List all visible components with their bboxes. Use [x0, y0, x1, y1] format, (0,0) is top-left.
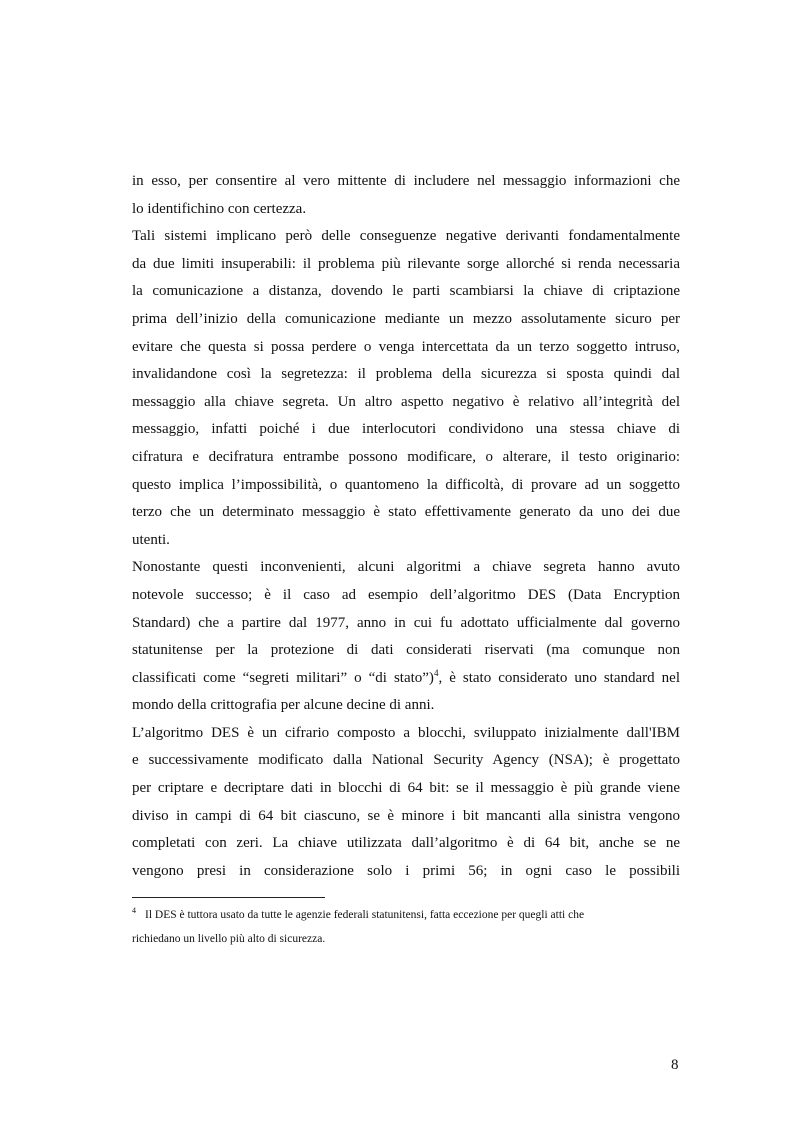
- paragraph-line: evitare che questa si possa perdere o venga intercettata da un terzo soggetto intruso,: [132, 338, 680, 355]
- paragraph-line: invalidandone così la segretezza: il problema della sicurezza si sposta quindi dal: [132, 366, 680, 383]
- paragraph-line: Tali sistemi implicano però delle conseguenze negative derivanti fondamentalmente: [132, 228, 680, 245]
- paragraph-line: utenti.: [132, 531, 170, 548]
- paragraph-line: lo identifichino con certezza.: [132, 200, 307, 217]
- body-text: [132, 168, 680, 885]
- paragraph-line: statunitense per la protezione di dati considerati riservati (ma comunque non: [132, 642, 680, 659]
- footnote-reference: 4: [433, 667, 439, 678]
- footnote-separator: [132, 897, 325, 898]
- paragraph-line: classificati come “segreti militari” o “di stato”)$^4$, è stato considerato uno standard nel: [132, 667, 680, 686]
- paragraph-line: messaggio alla chiave segreta. Un altro aspetto negativo è relativo all’integrità del: [132, 393, 680, 410]
- paragraph-line: Standard) che a partire dal 1977, anno in cui fu adottato ufficialmente dal governo: [132, 614, 680, 631]
- paragraph-line: prima dell’inizio della comunicazione mediante un mezzo assolutamente sicuro per: [132, 310, 680, 327]
- paragraph-line: per criptare e decriptare dati in blocchi di 64 bit: se il messaggio è più grande viene: [132, 780, 680, 797]
- paragraph-line: e successivamente modificato dalla National Security Agency (NSA); è progettato: [132, 752, 680, 769]
- footnote-marker: 4: [132, 906, 136, 915]
- paragraph-line: cifratura e decifratura entrambe possono modificare, o alterare, il testo originario:: [132, 448, 680, 465]
- paragraph-line: diviso in campi di 64 bit ciascuno, se è minore i bit mancanti alla sinistra vengono: [132, 807, 680, 824]
- paragraph-line: mondo della crittografia per alcune decine di anni.: [132, 697, 435, 714]
- paragraph-line: terzo che un determinato messaggio è stato effettivamente generato da uno dei due: [132, 504, 680, 521]
- paragraph-line: messaggio, infatti poiché i due interlocutori condividono una stessa chiave di: [132, 421, 680, 438]
- paragraph-line: da due limiti insuperabili: il problema più rilevante sorge allorché si renda necessaria: [132, 255, 680, 272]
- paragraph-line: Nonostante questi inconvenienti, alcuni algoritmi a chiave segreta hanno avuto: [132, 559, 680, 576]
- page-number: 8: [671, 1057, 679, 1073]
- footnote-line-1: [132, 903, 680, 927]
- paragraph-line: notevole successo; è il caso ad esempio dell’algoritmo DES (Data Encryption: [132, 586, 680, 603]
- paragraph-line: questo implica l’impossibilità, o quantomeno la difficoltà, di provare ad un soggetto: [132, 476, 680, 493]
- paragraph-line: vengono presi in considerazione solo i primi 56; in ogni caso le possibili: [132, 862, 680, 879]
- footnote: [132, 903, 680, 951]
- paragraph-line: completati con zeri. La chiave utilizzata dall’algoritmo è di 64 bit, anche se ne: [132, 835, 680, 852]
- paragraph-line: in esso, per consentire al vero mittente di includere nel messaggio informazioni che: [132, 173, 680, 189]
- paragraph-line: L’algoritmo DES è un cifrario composto a blocchi, sviluppato inizialmente dall'IBM: [132, 724, 680, 741]
- footnote-line-2: richiedano un livello più alto di sicurezza.: [132, 933, 326, 945]
- paragraph-line: la comunicazione a distanza, dovendo le parti scambiarsi la chiave di criptazione: [132, 283, 680, 300]
- footnote-text-1: Il DES è tuttora usato da tutte le agenzie federali statunitensi, fatta eccezione per quegli atti che: [145, 909, 585, 921]
